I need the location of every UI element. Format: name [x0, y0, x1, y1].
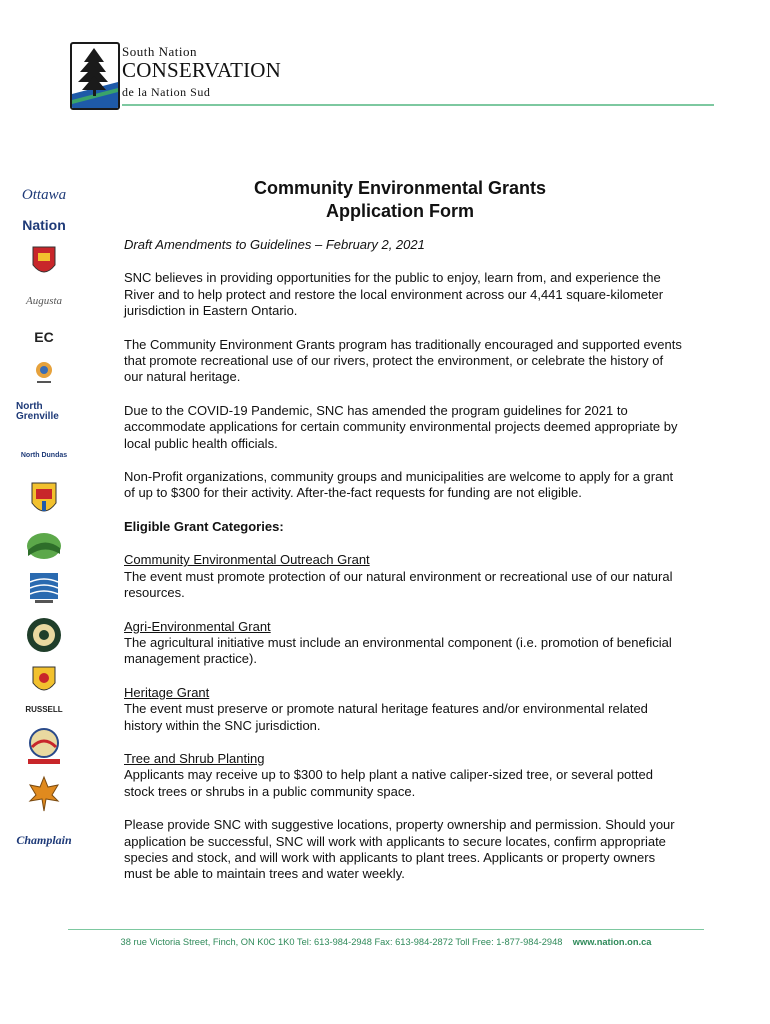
category-title: Agri-Environmental Grant — [124, 618, 271, 634]
logo-line-2: CONSERVATION — [122, 58, 282, 82]
category-item — [124, 552, 684, 601]
tree-icon — [70, 42, 120, 110]
footer — [68, 937, 704, 947]
municipality-logo — [16, 358, 72, 388]
category-text: The agricultural initiative must include an environmental component (i.e. promotion of beneficial management practice). — [124, 634, 672, 667]
logo-line-1: South Nation — [122, 44, 197, 59]
russell-logo: RUSSELL — [25, 704, 63, 714]
category-item — [124, 619, 684, 668]
footer-address: 38 rue Victoria Street, Finch, ON K0C 1K0 Tel: 613-984-2948 Fax: 613-984-2872 Toll Free: 1-877-984-2948 — [120, 937, 563, 947]
category-item — [124, 751, 684, 800]
paragraph-4: Non-Profit organizations, community groups and municipalities are welcome to apply for a grant of up to $300 for their activity. After-the-fact requests for funding are not eligible. — [124, 469, 674, 501]
header-divider — [122, 104, 714, 106]
category-title: Heritage Grant — [124, 684, 210, 700]
title-line-1: Community Environmental Grants — [253, 178, 547, 198]
category-title: Tree and Shrub Planting — [124, 750, 265, 766]
fields-logo — [16, 570, 72, 606]
categories-heading: Eligible Grant Categories: — [124, 518, 284, 534]
document-body — [124, 237, 684, 900]
paragraph-3: Due to the COVID-19 Pandemic, SNC has amended the program guidelines for 2021 to accommodate applications for certain community environmental projects deemed appropriate by local public health officials. — [124, 402, 678, 451]
category-item — [124, 685, 684, 734]
paragraph-1: SNC believes in providing opportunities for the public to enjoy, learn from, and experience the River and to help protect and restore the local environment across our 4,441 square-kilometer jurisdiction in Eastern Ontario. — [124, 270, 664, 319]
subtitle: Draft Amendments to Guidelines – February 2, 2021 — [124, 237, 425, 252]
nation-logo: Nation — [22, 217, 66, 233]
north-dundas-logo: North Dundas — [20, 451, 68, 459]
snc-logo — [70, 42, 310, 110]
paragraph-5: Please provide SNC with suggestive locations, property ownership and permission. Should your application be successful, SNC will work with applicants to secure locates, confirm appropriate species and stock, and will work with applicants to plant trees. Applicants or property owners must be able to maintain trees and water weekly. — [124, 817, 675, 882]
logo-line-3: de la Nation Sud — [122, 85, 211, 99]
edwardsburgh-cardinal-logo: EC — [34, 329, 54, 345]
document-title — [124, 177, 676, 223]
casselman-logo — [16, 726, 72, 766]
paragraph-2: The Community Environment Grants program has traditionally encouraged and supported events that promote recreational use of our rivers, protect the environment, or celebrate the history of our natural heritage. — [124, 336, 682, 385]
category-text: The event must promote protection of our natural environment or recreational use of our natural resources. — [124, 568, 673, 601]
hills-logo — [16, 530, 72, 562]
category-text: The event must preserve or promote natural heritage features and/or environmental related history within the SNC jurisdiction. — [124, 701, 648, 733]
north-grenville-logo: North Grenville — [16, 401, 59, 422]
footer-divider — [68, 929, 704, 930]
ottawa-logo: Ottawa — [21, 186, 67, 203]
maple-leaf-logo — [16, 774, 72, 814]
title-line-2: Application Form — [326, 201, 474, 221]
footer-website-link[interactable]: www.nation.on.ca — [572, 937, 652, 947]
shield-logo — [16, 664, 72, 698]
seal-logo — [16, 616, 72, 654]
category-text: Applicants may receive up to $300 to help plant a native caliper-sized tree, or several potted stock trees or shrubs in a public community space. — [124, 767, 653, 799]
category-title: Community Environmental Outreach Grant — [124, 552, 370, 568]
augusta-logo: Augusta — [25, 295, 63, 307]
champlain-logo: Champlain — [16, 832, 72, 847]
crest-logo-1 — [16, 244, 72, 280]
crest-logo-2 — [16, 478, 72, 520]
